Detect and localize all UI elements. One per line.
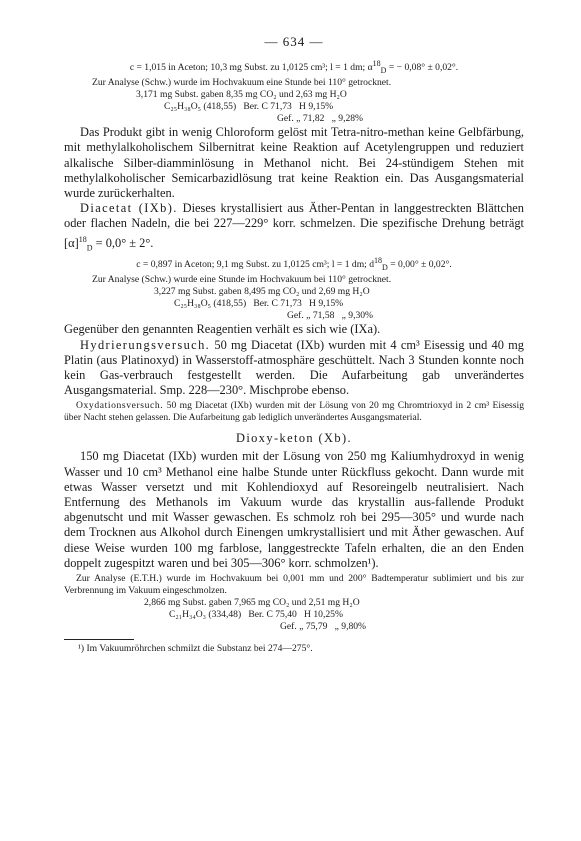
- analysis-1-row: 3,171 mg Subst. gaben 8,35 mg CO₂ und 2,63 mg H₂O: [136, 89, 347, 101]
- analysis-1-row: C₂₅H₃₈O₅ (418,55) Ber. C 71,73 H 9,15%: [164, 101, 334, 113]
- analysis-2-row: 3,227 mg Subst. gaben 8,495 mg CO₂ und 2,69 mg H₂O: [154, 286, 370, 298]
- paragraph-3: Gegenüber den genannten Reagentien verhält es sich wie (IXa).: [64, 322, 381, 337]
- oxydation-label: Oxydationsversuch.: [76, 400, 164, 412]
- analysis-3-row: Gef. „ 75,79 „ 9,80%: [280, 621, 367, 633]
- analysis-3-row: C₂₁H₃₄O₃ (334,48) Ber. C 75,40 H 10,25%: [169, 609, 343, 621]
- analysis-3-row: 2,866 mg Subst. gaben 7,965 mg CO₂ und 2,51 mg H₂O: [144, 597, 360, 609]
- analysis-1-intro: Zur Analyse (Schw.) wurde im Hochvakuum eine Stunde bei 110° getrocknet.: [92, 77, 392, 89]
- section-heading: Dioxy-keton (Xb).: [235, 431, 353, 446]
- analysis-3-block: [64, 597, 524, 633]
- paragraph-2: Diacetat (IXb). Dieses krystallisiert aus Äther-Pentan in langgestreckten Blättchen oder flachen Nadeln, die bei 227—229° korr. schmelzen. Die spezifische Drehung beträgt $[\alpha]^{18}_D = 0,0^\circ \pm 2^\circ$.: [64, 201, 524, 253]
- diacetat-label: Diacetat (IXb).: [80, 201, 178, 216]
- paragraph-4: Hydrierungsversuch. 50 mg Diacetat (IXb) wurden mit 4 cm³ Eisessig und 40 mg Platin (aus Platinoxyd) in Wasserstoff-atmosphäre geschüttelt. Nach 3 Stunden konnte noch kein Gas-verbrauch festgestellt werden. Die Aufarbeitung gab unverändertes Ausgangsmaterial. Smp. 228—230°. Mischprobe ebenso.: [64, 337, 524, 398]
- hydrierung-label: Hydrierungsversuch.: [80, 337, 211, 352]
- page: [64, 34, 524, 655]
- analysis-2-block: [64, 286, 524, 322]
- analysis-2-intro: Zur Analyse (Schw.) wurde eine Stunde im Hochvakuum bei 110° getrocknet.: [92, 274, 392, 286]
- analysis-2-row: C₂₅H₃₈O₅ (418,55) Ber. C 71,73 H 9,15%: [174, 298, 344, 310]
- analysis-1-block: [64, 89, 524, 125]
- footnote: ¹) Im Vakuumröhrchen schmilzt die Substanz bei 274—275°.: [78, 643, 313, 655]
- analysis-1-row: Gef. „ 71,82 „ 9,28%: [277, 113, 364, 125]
- paragraph-5: Oxydationsversuch. 50 mg Diacetat (IXb) wurden mit der Lösung von 20 mg Chromtrioxyd in 2 cm³ Eisessig über Nacht stehen gelassen. Die Aufarbeitung gab lediglich unverändertes Ausgangsmaterial.: [64, 400, 524, 424]
- analysis-3-intro: Zur Analyse (E.T.H.) wurde im Hochvakuum bei 0,001 mm und 200° Badtemperatur sublimiert und bis zur Verbrennung im Vakuum eingeschmolzen.: [64, 573, 524, 597]
- rotation-line-1: c = 1,015 in Aceton; 10,3 mg Subst. zu 1,0125 cm³; l = 1 dm; $\alpha^{18}_D$ = − 0,08° ± 0,02°.: [129, 59, 459, 76]
- footnote-divider: [64, 639, 134, 640]
- rotation-line-2: c = 0,897 in Aceton; 9,1 mg Subst. zu 1,0125 cm³; l = 1 dm; $d^{18}_D = 0,00^\circ \pm 0,02^\circ$.: [136, 256, 452, 273]
- analysis-2-row: Gef. „ 71,58 „ 9,30%: [287, 310, 374, 322]
- page-number: — 634 —: [264, 34, 324, 49]
- paragraph-6: 150 mg Diacetat (IXb) wurden mit der Lösung von 250 mg Kaliumhydroxyd in wenig Wasser und 10 cm³ Methanol eine halbe Stunde unter Rückfluss gekocht. Dann wurde mit etwas Wasser versetzt und mit Kohlendioxyd auf Resoreingelb neutralisiert. Nach Entfernung des Methanols im Vakuum wurde das krystallin aus-fallende Produkt abgenutscht und mit Wasser gewaschen. Es schmolz roh bei 295—305° und wurde nach dem Trocknen aus Alkohol durch Einengen umkrystallisiert und mit Äther gewaschen. Auf diese Weise wurden 100 mg farblose, langgestreckte Tafeln erhalten, die an den Enden doppelt zugespitzt waren und bei 305—306° korr. schmolzen¹).: [64, 449, 524, 570]
- paragraph-1: Das Produkt gibt in wenig Chloroform gelöst mit Tetra-nitro-methan keine Gelbfärbung, mit methylalkoholischem Silbernitrat keine Reaktion auf Acetylengruppen und reduziert alkalische Silber-diamminlösung in Methanol nicht. Bei 24-stündigem Stehen mit methylalkoholischer Semicarbazidlösung trat keine Reaktion ein. Das Ausgangsmaterial wurde zurückerhalten.: [64, 125, 524, 200]
